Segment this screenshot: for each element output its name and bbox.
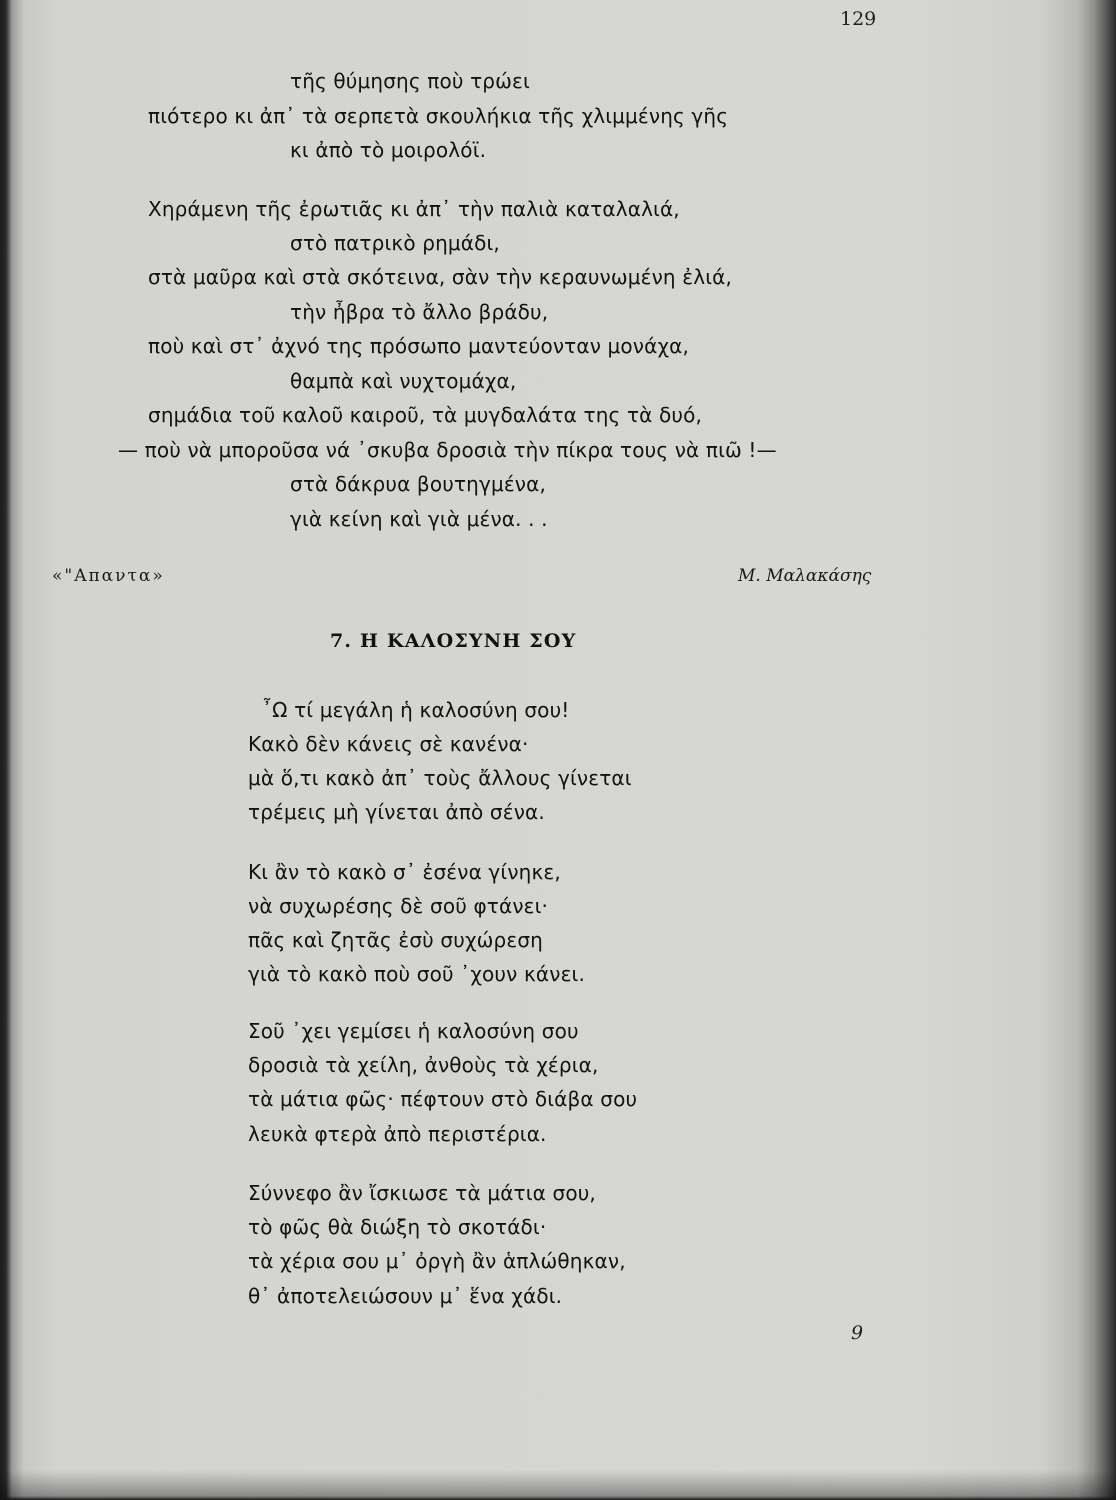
poem-line: τὴν ἦβρα τὸ ἄλλο βράδυ,	[290, 300, 549, 324]
poem-line: Χηράμενη τῆς ἐρωτιᾶς κι ἀπ᾿ τὴν παλιὰ καταλαλιά,	[148, 197, 680, 221]
poem-line: τρέμεις μὴ γίνεται ἀπὸ σένα.	[248, 800, 545, 824]
poem-line: θαμπὰ καὶ νυχτομάχα,	[290, 369, 517, 393]
source-label: «"Απαντα»	[52, 566, 165, 586]
poem-line: νὰ συχωρέσης δὲ σοῦ φτάνει·	[248, 894, 549, 918]
poem-line: στὸ πατρικὸ ρημάδι,	[290, 231, 500, 255]
poem-line: κι ἀπὸ τὸ μοιρολόϊ.	[290, 138, 487, 162]
section-title: 7. Η ΚΑΛΟΣΥΝΗ ΣΟΥ	[330, 630, 577, 652]
poem-line: τὰ χέρια σου μ᾿ ὀργὴ ἂν ἁπλώθηκαν,	[248, 1249, 626, 1273]
poem-line: τὰ μάτια φῶς· πέφτουν στὸ διάβα σου	[248, 1087, 638, 1111]
poem-line: στὰ δάκρυα βουτηγμένα,	[290, 472, 546, 496]
poem-line: Σοῦ ᾿χει γεμίσει ἡ καλοσύνη σου	[248, 1019, 579, 1043]
poem-line: ποὺ καὶ στ᾿ ἀχνό της πρόσωπο μαντεύονταν μονάχα,	[148, 334, 689, 358]
poem-line: γιὰ κείνη καὶ γιὰ μένα. . .	[290, 507, 548, 531]
author-name: Μ. Μαλακάσης	[738, 566, 872, 586]
poem-line: πιότερο κι ἀπ᾿ τὰ σερπετὰ σκουλήκια τῆς χλιμμένης γῆς	[148, 104, 729, 128]
poem-line: τῆς θύμησης ποὺ τρώει	[290, 69, 530, 93]
poem-line: γιὰ τὸ κακὸ ποὺ σοῦ ᾿χουν κάνει.	[248, 962, 585, 986]
poem-line: Κακὸ δὲν κάνεις σὲ κανένα·	[248, 732, 529, 756]
bleed-through-body	[40, 380, 46, 411]
poem-line: σημάδια τοῦ καλοῦ καιροῦ, τὰ μυγδαλάτα της τὰ δυό,	[148, 403, 702, 427]
poem-line: ῏Ω τί μεγάλη ἡ καλοσύνη σου!	[262, 698, 570, 722]
poem-line: — ποὺ νὰ μποροῦσα νά ᾿σκυβα δροσιὰ τὴν πίκρα τους νὰ πιῶ !—	[118, 438, 777, 462]
bleed-through-top	[260, 60, 266, 91]
page-bottom-shadow	[0, 1470, 1116, 1500]
poem-line: πᾶς καὶ ζητᾶς ἐσὺ συχώρεση	[248, 928, 544, 952]
poem-line: θ᾿ ἀποτελειώσουν μ᾿ ἕνα χάδι.	[248, 1284, 563, 1308]
poem-line: τὸ φῶς θὰ διώξη τὸ σκοτάδι·	[248, 1215, 547, 1239]
poem-line: μὰ ὅ,τι κακὸ ἀπ᾿ τοὺς ἄλλους γίνεται	[248, 766, 632, 790]
poem-line: λευκὰ φτερὰ ἀπὸ περιστέρια.	[248, 1122, 547, 1146]
page-number: 129	[840, 8, 877, 30]
signature-mark: 9	[851, 1322, 864, 1344]
poem-line: δροσιὰ τὰ χείλη, ἀνθοὺς τὰ χέρια,	[248, 1053, 599, 1077]
poem-line: στὰ μαῦρα καὶ στὰ σκότεινα, σὰν τὴν κεραυνωμένη ἐλιά,	[148, 265, 732, 289]
poem-line: Σύννεφο ἂν ἴσκιωσε τὰ μάτια σου,	[248, 1181, 596, 1205]
poem-line: Κι ἂν τὸ κακὸ σ᾿ ἐσένα γίνηκε,	[248, 860, 561, 884]
